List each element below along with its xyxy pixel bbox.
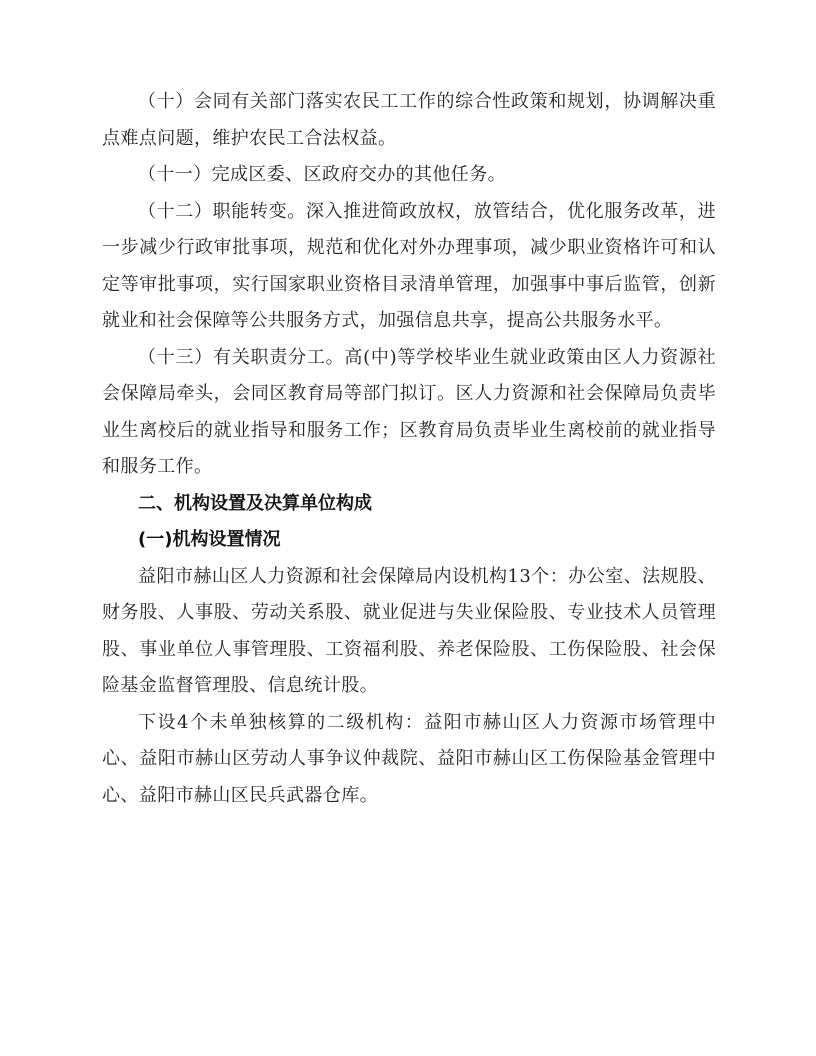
document-body bbox=[102, 84, 716, 814]
paragraph-duty-11: （十一）完成区委、区政府交办的其他任务。 bbox=[138, 164, 506, 185]
paragraph-secondary-institutions: 下设4个未单独核算的二级机构：益阳市赫山区人力资源市场管理中心、益阳市赫山区劳动人事争议仲裁院、益阳市赫山区工伤保险基金管理中心、益阳市赫山区民兵武器仓库。 bbox=[102, 711, 716, 806]
section-heading-organization: 二、机构设置及决算单位构成 bbox=[138, 492, 372, 514]
paragraph-duty-12: （十二）职能转变。深入推进简政放权，放管结合，优化服务改革，进一步减少行政审批事项，规范和优化对外办理事项，减少职业资格许可和认定等审批事项，实行国家职业资格目录清单管理，加强事中事后监管，创新就业和社会保障等公共服务方式，加强信息共享，提高公共服务水平。 bbox=[102, 200, 716, 331]
subsection-heading-setup: (一)机构设置情况 bbox=[138, 529, 281, 550]
paragraph-duty-10: （十）会同有关部门落实农民工工作的综合性政策和规划，协调解决重点难点问题，维护农民工合法权益。 bbox=[102, 91, 716, 149]
paragraph-internal-departments: 益阳市赫山区人力资源和社会保障局内设机构13个：办公室、法规股、财务股、人事股、劳动关系股、就业促进与失业保险股、专业技术人员管理股、事业单位人事管理股、工资福利股、养老保险股、工伤保险股、社会保险基金监督管理股、信息统计股。 bbox=[102, 565, 716, 696]
paragraph-duty-13: （十三）有关职责分工。高(中)等学校毕业生就业政策由区人力资源社会保障局牵头，会同区教育局等部门拟订。区人力资源和社会保障局负责毕业生离校后的就业指导和服务工作；区教育局负责毕业生离校前的就业指导和服务工作。 bbox=[102, 346, 716, 477]
